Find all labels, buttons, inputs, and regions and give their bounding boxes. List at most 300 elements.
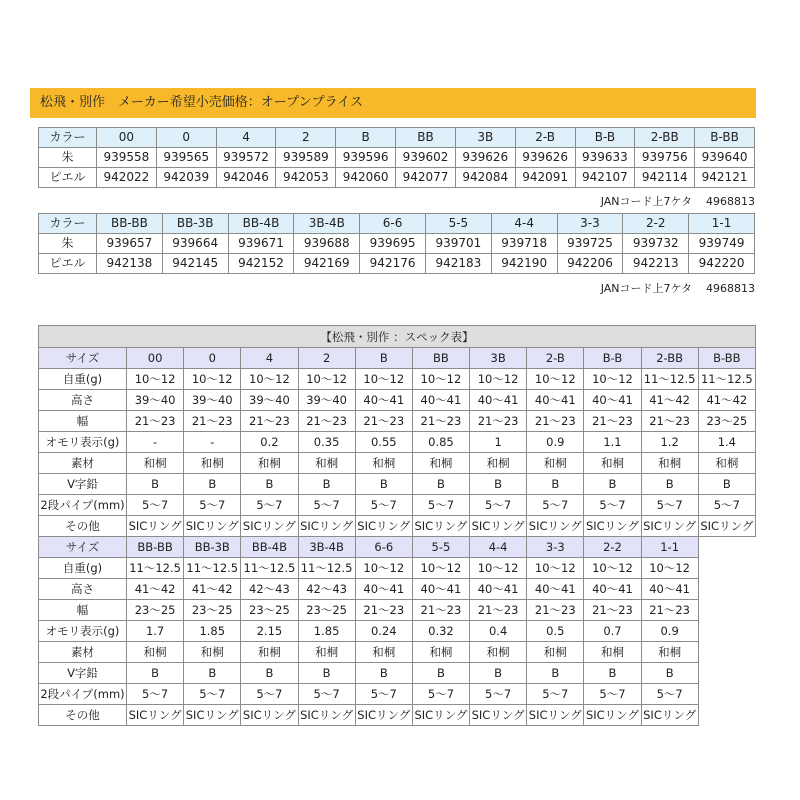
spec-value-cell: B — [527, 663, 584, 684]
spec-value-cell: 21～23 — [241, 411, 298, 432]
spec-value-cell: 5～7 — [127, 495, 184, 516]
spec-value-cell: 5～7 — [527, 495, 584, 516]
spec-value-cell: B — [527, 474, 584, 495]
spec-value-cell: 5～7 — [470, 684, 527, 705]
spec-row-label: V字鉛 — [39, 663, 127, 684]
spec-value-cell: 10～12 — [584, 369, 641, 390]
spec-value-cell: 5～7 — [355, 684, 412, 705]
spec-value-cell: 和桐 — [527, 642, 584, 663]
spec-value-cell: 11～12.5 — [698, 369, 755, 390]
spec-row-label: 自重(g) — [39, 558, 127, 579]
size-header: 6-6 — [355, 537, 412, 558]
spec-value-cell: 39～40 — [184, 390, 241, 411]
spec-value-cell: SICリング — [355, 516, 412, 537]
spec-value-cell: 5～7 — [641, 684, 698, 705]
spec-value-cell: SICリング — [127, 516, 184, 537]
spec-value-cell: 0.5 — [527, 621, 584, 642]
spec-row — [39, 411, 756, 432]
size-header: 4 — [241, 348, 298, 369]
spec-value-cell: 5～7 — [298, 495, 355, 516]
spec-value-cell: 10～12 — [127, 369, 184, 390]
spec-row-label: 2段パイプ(mm) — [39, 495, 127, 516]
spec-value-cell: - — [127, 432, 184, 453]
spec-value-cell: 21～23 — [184, 411, 241, 432]
jan-code-table-1 — [38, 127, 755, 188]
color-column-header: 2-B — [515, 128, 575, 148]
spec-value-cell: 5～7 — [184, 495, 241, 516]
jan-code-cell: 939749 — [689, 234, 755, 254]
spec-value-cell: 40～41 — [412, 579, 469, 600]
spec-value-cell: 0.9 — [527, 432, 584, 453]
spec-value-cell: 1.2 — [641, 432, 698, 453]
jan-code-cell: 942053 — [276, 168, 336, 188]
spec-value-cell: 5～7 — [127, 684, 184, 705]
spec-value-cell: 1.85 — [184, 621, 241, 642]
spec-value-cell: 40～41 — [584, 579, 641, 600]
spec-value-cell: B — [355, 474, 412, 495]
spec-value-cell: 2.15 — [241, 621, 298, 642]
jan-code-cell: 942114 — [635, 168, 695, 188]
spec-value-cell: 11～12.5 — [298, 558, 355, 579]
spec-value-cell: 10～12 — [298, 369, 355, 390]
color-column-header: 4-4 — [491, 214, 557, 234]
spec-value-cell: 5～7 — [412, 495, 469, 516]
spec-value-cell: 0.55 — [355, 432, 412, 453]
size-header: B-BB — [698, 348, 755, 369]
spec-value-cell: 10～12 — [584, 558, 641, 579]
spec-value-cell: 0.2 — [241, 432, 298, 453]
size-header: 3-3 — [527, 537, 584, 558]
spec-value-cell: 和桐 — [412, 642, 469, 663]
spec-value-cell: 和桐 — [412, 453, 469, 474]
spec-value-cell: 1 — [470, 432, 527, 453]
color-column-header: BB — [396, 128, 456, 148]
spec-value-cell: B — [241, 474, 298, 495]
size-header: 3B — [470, 348, 527, 369]
size-header: 2-BB — [641, 348, 698, 369]
spec-value-cell: 42～43 — [241, 579, 298, 600]
spec-value-cell: 23～25 — [127, 600, 184, 621]
spec-value-cell: 21～23 — [527, 411, 584, 432]
spec-value-cell: 和桐 — [127, 453, 184, 474]
jan-code-cell: 942107 — [575, 168, 635, 188]
spec-row-label: 自重(g) — [39, 369, 127, 390]
spec-value-cell: B — [584, 663, 641, 684]
spec-row — [39, 369, 756, 390]
spec-value-cell: 0.24 — [355, 621, 412, 642]
spec-value-cell: SICリング — [470, 705, 527, 726]
spec-value-cell: 21～23 — [470, 600, 527, 621]
jan-code-cell: 939701 — [425, 234, 491, 254]
jan-code-cell: 942039 — [156, 168, 216, 188]
spec-row — [39, 453, 756, 474]
spec-value-cell: B — [584, 474, 641, 495]
spec-row — [39, 642, 756, 663]
spec-value-cell: 41～42 — [698, 390, 755, 411]
spec-value-cell: 40～41 — [527, 579, 584, 600]
spec-value-cell: SICリング — [470, 516, 527, 537]
spec-value-cell: 40～41 — [412, 390, 469, 411]
color-column-header: 1-1 — [689, 214, 755, 234]
color-column-header: B-B — [575, 128, 635, 148]
spec-value-cell: 0.32 — [412, 621, 469, 642]
spec-value-cell: 23～25 — [184, 600, 241, 621]
jan-code-cell: 939589 — [276, 148, 336, 168]
table-row — [39, 234, 755, 254]
spec-value-cell: 40～41 — [527, 390, 584, 411]
spec-row-label: オモリ表示(g) — [39, 432, 127, 453]
spec-value-cell: 21～23 — [355, 411, 412, 432]
jan-code-cell: 942121 — [695, 168, 755, 188]
color-column-header: B-BB — [695, 128, 755, 148]
color-column-header: 3-3 — [557, 214, 623, 234]
spec-value-cell: 和桐 — [584, 642, 641, 663]
spec-value-cell: SICリング — [698, 516, 755, 537]
spec-value-cell: 11～12.5 — [127, 558, 184, 579]
spec-value-cell: 5～7 — [698, 495, 755, 516]
spec-value-cell: 10～12 — [184, 369, 241, 390]
color-row-label: 朱 — [39, 148, 97, 168]
spec-value-cell: 11～12.5 — [641, 369, 698, 390]
spec-value-cell: 5～7 — [412, 684, 469, 705]
spec-value-cell: 21～23 — [641, 600, 698, 621]
jan-code-cell: 942077 — [396, 168, 456, 188]
jan-code-cell: 942084 — [455, 168, 515, 188]
spec-title-row — [39, 326, 756, 348]
spec-value-cell: 0.35 — [298, 432, 355, 453]
size-header: BB-4B — [241, 537, 298, 558]
color-column-header: 00 — [97, 128, 157, 148]
jan-code-cell: 939718 — [491, 234, 557, 254]
color-column-header: 2-BB — [635, 128, 695, 148]
spec-value-cell: 5～7 — [527, 684, 584, 705]
spec-value-cell: B — [412, 663, 469, 684]
spec-row-label: 高さ — [39, 390, 127, 411]
jan-code-cell: 939688 — [294, 234, 360, 254]
spec-value-cell: 和桐 — [641, 453, 698, 474]
empty-cell — [698, 705, 755, 726]
spec-value-cell: 0.85 — [412, 432, 469, 453]
jan-code-cell: 939732 — [623, 234, 689, 254]
spec-value-cell: 5～7 — [241, 684, 298, 705]
spec-value-cell: 10～12 — [412, 558, 469, 579]
spec-table — [38, 325, 756, 726]
spec-value-cell: 和桐 — [184, 642, 241, 663]
jan-prefix-label: JANコード上7ケタ — [600, 195, 692, 208]
spec-row-label: 幅 — [39, 411, 127, 432]
spec-value-cell: 21～23 — [584, 411, 641, 432]
spec-row — [39, 474, 756, 495]
spec-value-cell: 40～41 — [641, 579, 698, 600]
color-column-header: 0 — [156, 128, 216, 148]
jan-code-cell: 942138 — [97, 254, 163, 274]
size-header: 2-B — [527, 348, 584, 369]
spec-row-label: 素材 — [39, 642, 127, 663]
spec-value-cell: 5～7 — [584, 684, 641, 705]
table-row — [39, 168, 755, 188]
spec-value-cell: 5～7 — [184, 684, 241, 705]
size-header: 1-1 — [641, 537, 698, 558]
spec-value-cell: 10～12 — [355, 369, 412, 390]
spec-value-cell: 和桐 — [470, 453, 527, 474]
size-header: 4-4 — [470, 537, 527, 558]
color-header-label: カラー — [39, 128, 97, 148]
size-header: 00 — [127, 348, 184, 369]
jan-code-cell: 939572 — [216, 148, 276, 168]
empty-cell — [698, 579, 755, 600]
spec-row-label: 幅 — [39, 600, 127, 621]
spec-row — [39, 495, 756, 516]
spec-row — [39, 516, 756, 537]
empty-cell — [698, 663, 755, 684]
spec-value-cell: B — [127, 474, 184, 495]
spec-value-cell: 21～23 — [412, 600, 469, 621]
jan-code-cell: 942190 — [491, 254, 557, 274]
spec-value-cell: 1.85 — [298, 621, 355, 642]
empty-cell — [698, 642, 755, 663]
spec-value-cell: B — [470, 474, 527, 495]
color-column-header: BB-4B — [228, 214, 294, 234]
jan-prefix-note-1 — [587, 193, 755, 209]
spec-value-cell: 10～12 — [527, 558, 584, 579]
spec-value-cell: 39～40 — [241, 390, 298, 411]
spec-value-cell: 和桐 — [698, 453, 755, 474]
color-column-header: 3B — [455, 128, 515, 148]
jan-code-cell: 942060 — [336, 168, 396, 188]
spec-value-cell: 40～41 — [470, 579, 527, 600]
spec-value-cell: SICリング — [298, 516, 355, 537]
jan-prefix-label: JANコード上7ケタ — [600, 282, 692, 295]
spec-value-cell: 23～25 — [298, 600, 355, 621]
jan-code-cell: 942169 — [294, 254, 360, 274]
spec-value-cell: 10～12 — [355, 558, 412, 579]
spec-value-cell: 11～12.5 — [184, 558, 241, 579]
spec-value-cell: 40～41 — [355, 579, 412, 600]
spec-value-cell: 41～42 — [641, 390, 698, 411]
spec-value-cell: 和桐 — [641, 642, 698, 663]
spec-value-cell: SICリング — [527, 516, 584, 537]
jan-code-cell: 939558 — [97, 148, 157, 168]
color-column-header: 3B-4B — [294, 214, 360, 234]
spec-row — [39, 600, 756, 621]
spec-row — [39, 621, 756, 642]
spec-value-cell: 1.4 — [698, 432, 755, 453]
spec-value-cell: 42～43 — [298, 579, 355, 600]
spec-value-cell: 和桐 — [298, 453, 355, 474]
spec-value-cell: 0.7 — [584, 621, 641, 642]
spec-title: 【松飛・別作 ：スペック表】 — [39, 326, 756, 348]
jan-code-table-2 — [38, 213, 755, 274]
spec-value-cell: 和桐 — [241, 453, 298, 474]
spec-row-label: オモリ表示(g) — [39, 621, 127, 642]
size-header: BB — [412, 348, 469, 369]
spec-value-cell: 39～40 — [127, 390, 184, 411]
spec-value-cell: B — [298, 663, 355, 684]
empty-cell — [698, 621, 755, 642]
spec-row — [39, 684, 756, 705]
spec-value-cell: 和桐 — [584, 453, 641, 474]
color-column-header: 4 — [216, 128, 276, 148]
spec-row — [39, 432, 756, 453]
spec-value-cell: 40～41 — [355, 390, 412, 411]
color-row-label: 朱 — [39, 234, 97, 254]
spec-value-cell: 23～25 — [698, 411, 755, 432]
empty-cell — [698, 684, 755, 705]
spec-value-cell: 21～23 — [470, 411, 527, 432]
spec-row-label: その他 — [39, 516, 127, 537]
spec-value-cell: 5～7 — [355, 495, 412, 516]
size-label: サイズ — [39, 537, 127, 558]
spec-value-cell: 0.9 — [641, 621, 698, 642]
spec-value-cell: 和桐 — [527, 453, 584, 474]
spec-value-cell: SICリング — [641, 705, 698, 726]
spec-value-cell: 10～12 — [412, 369, 469, 390]
jan-code-cell: 939756 — [635, 148, 695, 168]
spec-value-cell: SICリング — [584, 705, 641, 726]
spec-value-cell: B — [184, 663, 241, 684]
size-header: BB-3B — [184, 537, 241, 558]
jan-code-cell: 942176 — [360, 254, 426, 274]
jan-code-cell: 939565 — [156, 148, 216, 168]
spec-value-cell: 10～12 — [527, 369, 584, 390]
jan-prefix-note-2 — [587, 280, 755, 296]
jan-code-cell: 939664 — [162, 234, 228, 254]
spec-value-cell: 21～23 — [584, 600, 641, 621]
spec-value-cell: - — [184, 432, 241, 453]
size-header: BB-BB — [127, 537, 184, 558]
spec-row-label: 素材 — [39, 453, 127, 474]
color-column-header: 2-2 — [623, 214, 689, 234]
spec-row-label: V字鉛 — [39, 474, 127, 495]
spec-value-cell: 5～7 — [241, 495, 298, 516]
table-row — [39, 254, 755, 274]
spec-row-label: 高さ — [39, 579, 127, 600]
spec-value-cell: SICリング — [127, 705, 184, 726]
jan-code-cell: 942206 — [557, 254, 623, 274]
spec-value-cell: B — [184, 474, 241, 495]
spec-value-cell: 5～7 — [470, 495, 527, 516]
spec-value-cell: SICリング — [184, 516, 241, 537]
table-row — [39, 148, 755, 168]
spec-value-cell: 21～23 — [127, 411, 184, 432]
spec-row — [39, 390, 756, 411]
spec-value-cell: 和桐 — [241, 642, 298, 663]
spec-value-cell: 21～23 — [641, 411, 698, 432]
jan-code-cell: 942213 — [623, 254, 689, 274]
empty-cell — [698, 558, 755, 579]
spec-value-cell: 23～25 — [241, 600, 298, 621]
spec-value-cell: 10～12 — [470, 558, 527, 579]
color-column-header: 6-6 — [360, 214, 426, 234]
spec-value-cell: 21～23 — [355, 600, 412, 621]
spec-value-cell: 5～7 — [584, 495, 641, 516]
spec-value-cell: 41～42 — [127, 579, 184, 600]
jan-code-cell: 939640 — [695, 148, 755, 168]
jan-header-row — [39, 214, 755, 234]
spec-row-label: 2段パイプ(mm) — [39, 684, 127, 705]
color-row-label: ピエル — [39, 254, 97, 274]
spec-value-cell: 40～41 — [470, 390, 527, 411]
spec-value-cell: 0.4 — [470, 621, 527, 642]
spec-value-cell: 10～12 — [241, 369, 298, 390]
spec-value-cell: 21～23 — [527, 600, 584, 621]
spec-row — [39, 705, 756, 726]
jan-code-cell: 942046 — [216, 168, 276, 188]
spec-value-cell: B — [127, 663, 184, 684]
spec-value-cell: 和桐 — [184, 453, 241, 474]
spec-value-cell: 21～23 — [298, 411, 355, 432]
spec-value-cell: SICリング — [241, 516, 298, 537]
color-header-label: カラー — [39, 214, 97, 234]
size-header: 2-2 — [584, 537, 641, 558]
size-header: 5-5 — [412, 537, 469, 558]
jan-code-cell: 939695 — [360, 234, 426, 254]
size-header-row — [39, 348, 756, 369]
color-row-label: ピエル — [39, 168, 97, 188]
spec-value-cell: 和桐 — [355, 453, 412, 474]
empty-cell — [698, 537, 755, 558]
size-header: 0 — [184, 348, 241, 369]
spec-value-cell: B — [298, 474, 355, 495]
jan-code-cell: 939596 — [336, 148, 396, 168]
color-column-header: 5-5 — [425, 214, 491, 234]
jan-prefix-value: 4968813 — [706, 195, 755, 208]
spec-value-cell: 21～23 — [412, 411, 469, 432]
spec-value-cell: B — [355, 663, 412, 684]
jan-code-cell: 939626 — [515, 148, 575, 168]
spec-value-cell: B — [470, 663, 527, 684]
spec-value-cell: 和桐 — [355, 642, 412, 663]
size-header: 2 — [298, 348, 355, 369]
spec-value-cell: 5～7 — [298, 684, 355, 705]
color-column-header: 2 — [276, 128, 336, 148]
jan-code-cell: 939633 — [575, 148, 635, 168]
spec-value-cell: 5～7 — [641, 495, 698, 516]
jan-code-cell: 939671 — [228, 234, 294, 254]
size-header-row — [39, 537, 756, 558]
spec-row — [39, 558, 756, 579]
color-column-header: B — [336, 128, 396, 148]
empty-cell — [698, 600, 755, 621]
size-header: 3B-4B — [298, 537, 355, 558]
spec-value-cell: 和桐 — [127, 642, 184, 663]
spec-value-cell: B — [698, 474, 755, 495]
jan-code-cell: 939626 — [455, 148, 515, 168]
jan-code-cell: 939725 — [557, 234, 623, 254]
spec-value-cell: 41～42 — [184, 579, 241, 600]
jan-code-cell: 942220 — [689, 254, 755, 274]
spec-value-cell: B — [641, 663, 698, 684]
jan-code-cell: 942152 — [228, 254, 294, 274]
jan-code-cell: 942145 — [162, 254, 228, 274]
spec-value-cell: B — [641, 474, 698, 495]
spec-value-cell: SICリング — [241, 705, 298, 726]
spec-value-cell: B — [412, 474, 469, 495]
jan-code-cell: 942091 — [515, 168, 575, 188]
color-column-header: BB-BB — [97, 214, 163, 234]
spec-value-cell: 10～12 — [641, 558, 698, 579]
spec-value-cell: 1.1 — [584, 432, 641, 453]
color-column-header: BB-3B — [162, 214, 228, 234]
spec-row-label: その他 — [39, 705, 127, 726]
price-banner: 松飛・別作 メーカー希望小売価格：オープンプライス — [30, 88, 756, 118]
jan-code-cell: 939602 — [396, 148, 456, 168]
spec-value-cell: SICリング — [584, 516, 641, 537]
spec-value-cell: SICリング — [184, 705, 241, 726]
spec-value-cell: 和桐 — [298, 642, 355, 663]
spec-value-cell: SICリング — [412, 516, 469, 537]
spec-value-cell: 和桐 — [470, 642, 527, 663]
